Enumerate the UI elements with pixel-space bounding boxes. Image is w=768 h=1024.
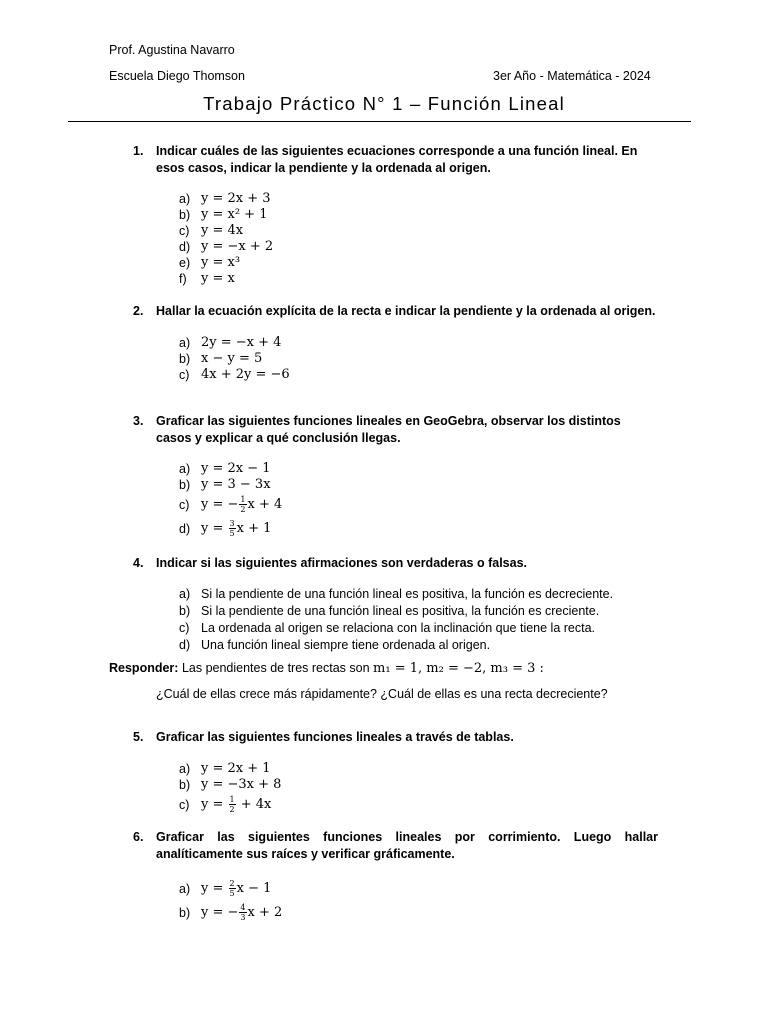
question-6-text: Graficar las siguientes funciones lineales por corrimiento. Luego hallar analíticamente sus raíces y verificar gráficamente. (156, 830, 658, 861)
equation: y = $\frac{1}{2}$ + 4x (201, 795, 272, 814)
fraction: $\frac{1}{2}$ (229, 795, 235, 814)
respond-label: Responder: (109, 661, 179, 675)
question-4 (133, 555, 658, 572)
equation: y = x (201, 271, 235, 286)
school-name: Escuela Diego Thomson (109, 69, 245, 83)
fraction: $\frac{3}{5}$ (229, 519, 235, 538)
question-4-number: 4. (133, 556, 144, 570)
equation: y = $\frac{2}{5}$ x − 1 (201, 879, 272, 898)
equation: y = 4x (201, 223, 244, 238)
equation: y = − $\frac{4}{3}$ x + 2 (201, 903, 283, 922)
respond-slopes: m₁ = 1, m₂ = −2, m₃ = 3 : (373, 661, 544, 676)
equation: y = −3x + 8 (201, 777, 282, 792)
respond-text: Las pendientes de tres rectas son (181, 661, 370, 675)
question-6 (133, 829, 658, 863)
equation: y = x³ (201, 255, 241, 270)
equation: y = 2x + 1 (201, 761, 271, 776)
equation: 2y = −x + 4 (201, 335, 282, 350)
question-5 (133, 729, 658, 746)
question-4-text: Indicar si las siguientes afirmaciones son verdaderas o falsas. (156, 556, 527, 570)
equation: y = 2x − 1 (201, 461, 271, 476)
page-title: Trabajo Práctico N° 1 – Función Lineal (203, 93, 565, 114)
teacher-name: Prof. Agustina Navarro (109, 43, 235, 57)
question-2-text: Hallar la ecuación explícita de la recta e indicar la pendiente y la ordenada al origen. (156, 304, 656, 318)
equation: 4x + 2y = −6 (201, 367, 290, 382)
equation: y = $\frac{3}{5}$ x + 1 (201, 519, 272, 538)
respond-line (109, 661, 544, 676)
question-5-text: Graficar las siguientes funciones lineales a través de tablas. (156, 730, 514, 744)
fraction: $\frac{4}{3}$ (240, 903, 246, 922)
question-2 (133, 303, 658, 320)
question-1-text: Indicar cuáles de las siguientes ecuaciones corresponde a una función lineal. En esos casos, indicar la pendiente y la ordenada al origen. (156, 144, 638, 175)
question-3-number: 3. (133, 414, 144, 428)
equation: y = x² + 1 (201, 207, 268, 222)
question-2-number: 2. (133, 304, 144, 318)
equation: y = −x + 2 (201, 239, 274, 254)
fraction: $\frac{2}{5}$ (229, 879, 235, 898)
equation: y = 3 − 3x (201, 477, 271, 492)
question-1-number: 1. (133, 144, 144, 158)
question-5-number: 5. (133, 730, 144, 744)
question-1 (133, 143, 658, 177)
equation: y = 2x + 3 (201, 191, 271, 206)
equation: y = − $\frac{1}{2}$ x + 4 (201, 495, 283, 514)
question-3 (133, 413, 658, 447)
question-6-number: 6. (133, 830, 144, 844)
respond-question: ¿Cuál de ellas crece más rápidamente? ¿Cuál de ellas es una recta decreciente? (156, 687, 608, 701)
fraction: $\frac{1}{2}$ (240, 495, 246, 514)
question-3-text: Graficar las siguientes funciones lineales en GeoGebra, observar los distintos casos y explicar a qué conclusión llegas. (156, 414, 621, 445)
title-divider (68, 121, 691, 122)
equation: x − y = 5 (201, 351, 263, 366)
course-info: 3er Año - Matemática - 2024 (493, 69, 651, 83)
